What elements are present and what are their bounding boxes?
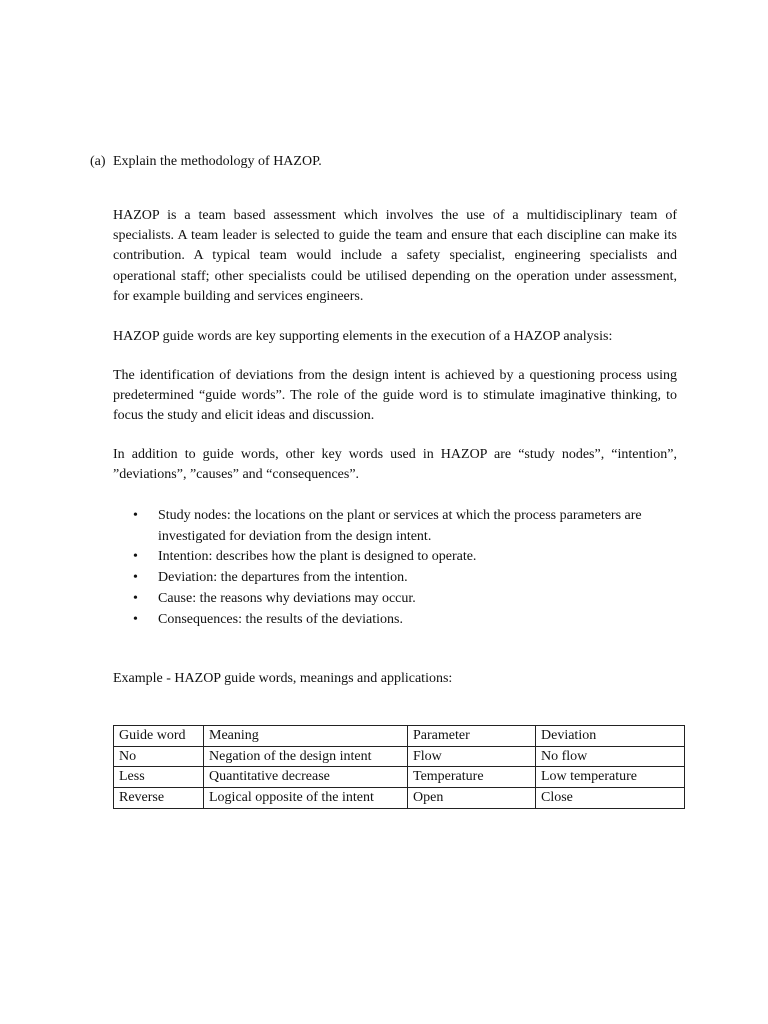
table-row xyxy=(114,767,685,788)
bullet-icon: • xyxy=(133,570,138,586)
table-cell: Negation of the design intent xyxy=(204,746,408,767)
list-item: • Consequences: the results of the deviations. xyxy=(113,610,677,631)
paragraph-guide-words-intro: HAZOP guide words are key supporting elements in the execution of a HAZOP analysis: xyxy=(113,329,613,344)
table-header-row xyxy=(114,726,685,747)
table-cell: Logical opposite of the intent xyxy=(204,788,408,809)
bullet-icon: • xyxy=(133,590,138,606)
table-cell: Less xyxy=(114,767,204,788)
bullet-icon: • xyxy=(133,549,138,565)
bullet-icon: • xyxy=(133,611,138,627)
list-item: • Cause: the reasons why deviations may occur. xyxy=(113,589,677,610)
table-cell: Open xyxy=(408,788,536,809)
table-cell: Low temperature xyxy=(536,767,685,788)
table-cell: Close xyxy=(536,788,685,809)
table-row xyxy=(114,788,685,809)
table-cell: Flow xyxy=(408,746,536,767)
paragraph-deviations: The identification of deviations from the design intent is achieved by a questioning process using predetermined “guide words”. The role of the guide word is to stimulate imaginative thinking, to focus the study and elicit ideas and discussion. xyxy=(113,368,677,424)
key-words-list xyxy=(113,506,677,630)
header-deviation: Deviation xyxy=(536,726,685,747)
table-cell: Quantitative decrease xyxy=(204,767,408,788)
question-text: Explain the methodology of HAZOP. xyxy=(113,154,322,169)
table-cell: Temperature xyxy=(408,767,536,788)
question-heading xyxy=(90,152,690,172)
example-title: Example - HAZOP guide words, meanings and applications: xyxy=(113,671,453,686)
hazop-table xyxy=(113,725,685,809)
list-item: • Intention: describes how the plant is designed to operate. xyxy=(113,547,677,568)
list-item: • Deviation: the departures from the intention. xyxy=(113,568,677,589)
paragraph-team-assessment: HAZOP is a team based assessment which involves the use of a multidisciplinary team of specialists. A team leader is selected to guide the team and ensure that each discipline can make its contribution. A typical team would include a safety specialist, engineering specialists and operational staff; other specialists could be utilised depending on the operation under assessment, for example building and services engineers. xyxy=(113,208,677,304)
table-cell: No flow xyxy=(536,746,685,767)
table-row xyxy=(114,746,685,767)
header-guide-word: Guide word xyxy=(114,726,204,747)
list-item: • Study nodes: the locations on the plant or services at which the process parameters are investigated for deviation from the design intent. xyxy=(133,508,642,544)
bullet-icon: • xyxy=(133,508,138,523)
table-cell: Reverse xyxy=(114,788,204,809)
question-number: (a) xyxy=(90,154,106,169)
header-parameter: Parameter xyxy=(408,726,536,747)
paragraph-key-words: In addition to guide words, other key words used in HAZOP are “study nodes”, “intention”, ”deviations”, ”causes” and “consequences”. xyxy=(113,447,677,483)
header-meaning: Meaning xyxy=(204,726,408,747)
table-cell: No xyxy=(114,746,204,767)
